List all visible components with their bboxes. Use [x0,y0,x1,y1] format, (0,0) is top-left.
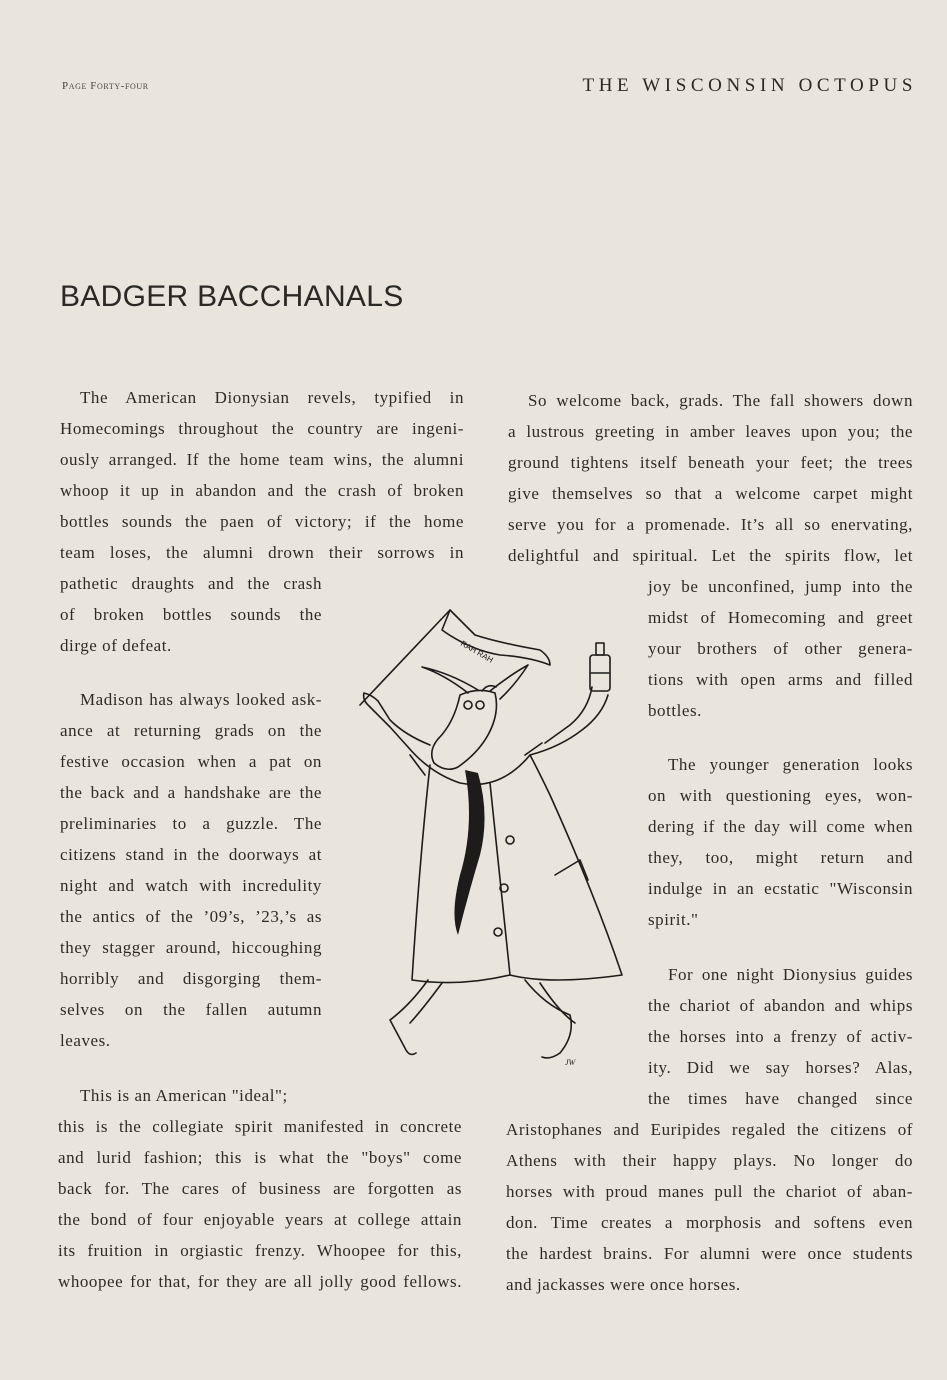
text-line: the horses into a frenzy of activ- [648,1027,913,1046]
text-line: Aristophanes and Euripides regaled the citizens of [506,1120,913,1139]
text-line: ground tightens itself beneath your feet; the trees [508,453,913,472]
text-line: This is an American "ideal"; [80,1086,288,1105]
article-title: BADGER BACCHANALS [60,280,404,313]
text-line: indulge in an ecstatic "Wisconsin [648,879,913,898]
text-line: Athens with their happy plays. No longer do [506,1151,913,1170]
text-line: your brothers of other genera- [648,639,913,658]
text-line: whoopee for that, for they are all jolly good fellows. [58,1272,462,1291]
text-line: midst of Homecoming and greet [648,608,913,627]
pennant [442,610,550,665]
text-line: joy be unconfined, jump into the [648,577,913,596]
text-line: night and watch with incredulity [60,876,322,895]
text-line: they, too, might return and [648,848,913,867]
text-line: Madison has always looked ask- [80,690,322,709]
text-line: its fruition in orgiastic frenzy. Whoopee for this, [58,1241,462,1260]
text-line: this is the collegiate spirit manifested in concrete [58,1117,462,1136]
text-line: Homecomings throughout the country are ingeni- [60,419,464,438]
text-line: dering if the day will come when [648,817,913,836]
pennant-text: RAH RAH [459,638,495,665]
left-ear [422,667,478,693]
donkey-illustration [350,595,630,1085]
text-line: ance at returning grads on the [60,721,322,740]
text-line: pathetic draughts and the crash [60,574,322,593]
right-leg [525,980,571,1058]
pennant-pole [360,610,450,705]
text-line: dirge of defeat. [60,636,172,655]
text-line: and lurid fashion; this is what the "boys" come [58,1148,462,1167]
text-line: a lustrous greeting in amber leaves upon you; the [508,422,913,441]
text-line: the bond of four enjoyable years at college attain [58,1210,462,1229]
coat [412,755,622,983]
text-line: whoop it up in abandon and the crash of broken [60,481,464,500]
page-label: Page Forty-four [62,80,149,92]
magazine-title: THE WISCONSIN OCTOPUS [582,75,917,96]
text-line: tions with open arms and filled [648,670,913,689]
text-line: bottles. [648,701,702,720]
text-line: give themselves so that a welcome carpet might [508,484,913,503]
text-line: bottles sounds the paen of victory; if the home [60,512,464,531]
text-line: the hardest brains. For alumni were once students [506,1244,913,1263]
text-line: team loses, the alumni drown their sorrows in [60,543,464,562]
text-line: So welcome back, grads. The fall showers down [528,391,913,410]
text-line: horses with proud manes pull the chariot of aban- [506,1182,913,1201]
text-line: the chariot of abandon and whips [648,996,913,1015]
text-line: selves on the fallen autumn [60,1000,322,1019]
text-line: serve you for a promenade. It’s all so enervating, [508,515,913,534]
text-line: of broken bottles sounds the [60,605,322,624]
text-line: the antics of the ’09’s, ’23,’s as [60,907,322,926]
text-line: delightful and spiritual. Let the spirits flow, let [508,546,913,565]
text-line: ity. Did we say horses? Alas, [648,1058,913,1077]
text-line: the times have changed since [648,1089,913,1108]
signature: JW [565,1058,576,1067]
text-line: The American Dionysian revels, typified in [80,388,464,407]
text-line: The younger generation looks [668,755,913,774]
necktie [454,770,484,935]
text-line: on with questioning eyes, won- [648,786,913,805]
text-line: the back and a handshake are the [60,783,322,802]
text-line: spirit." [648,910,699,929]
text-line: preliminaries to a guzzle. The [60,814,322,833]
text-line: citizens stand in the doorways at [60,845,322,864]
text-line: back for. The cares of business are forgotten as [58,1179,462,1198]
text-line: and jackasses were once horses. [506,1275,741,1294]
text-line: festive occasion when a pat on [60,752,322,771]
left-arm [364,693,430,745]
text-line: don. Time creates a morphosis and softens even [506,1213,913,1232]
text-line: leaves. [60,1031,111,1050]
text-line: ously arranged. If the home team wins, the alumni [60,450,464,469]
text-line: For one night Dionysius guides [668,965,913,984]
text-line: they stagger around, hiccoughing [60,938,322,957]
text-line: horribly and disgorging them- [60,969,322,988]
left-leg [390,980,428,1054]
